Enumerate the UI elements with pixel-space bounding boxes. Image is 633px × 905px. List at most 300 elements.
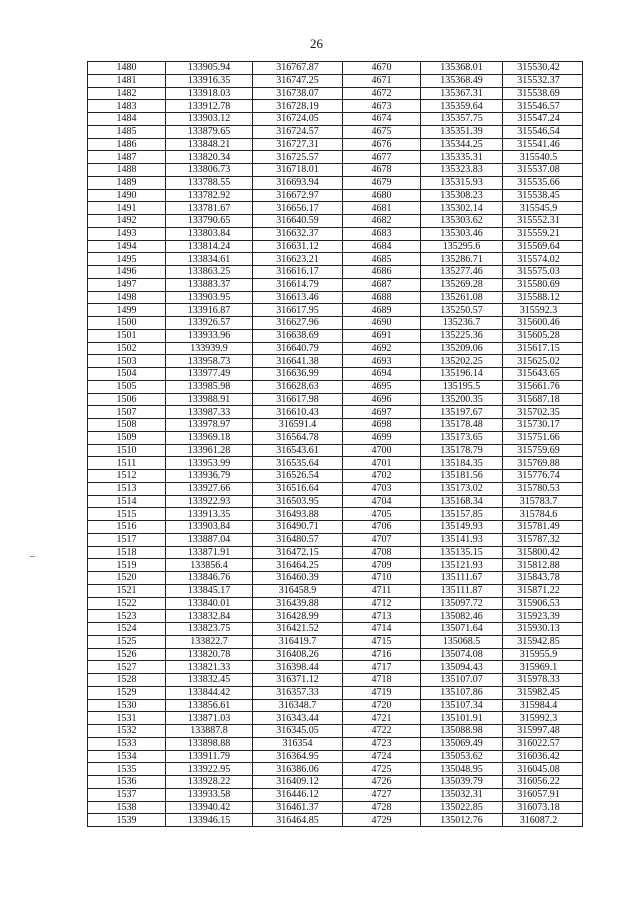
- table-row: [88, 240, 583, 253]
- point-number-a-cell: 1534: [88, 750, 166, 763]
- x-coordinate-a-cell: 133939.9: [166, 342, 253, 355]
- y-coordinate-a-cell: 316638.69: [253, 329, 343, 342]
- y-coordinate-b-cell: 315625.02: [503, 355, 583, 368]
- table-row: [88, 597, 583, 610]
- point-number-b-cell: 4672: [343, 87, 421, 100]
- x-coordinate-b-cell: 135094.43: [421, 661, 503, 674]
- table-row: [88, 559, 583, 572]
- y-coordinate-b-cell: 315617.15: [503, 342, 583, 355]
- x-coordinate-b-cell: 135101.91: [421, 712, 503, 725]
- point-number-a-cell: 1530: [88, 699, 166, 712]
- y-coordinate-a-cell: 316428.99: [253, 610, 343, 623]
- point-number-a-cell: 1509: [88, 431, 166, 444]
- table-row: [88, 470, 583, 483]
- x-coordinate-b-cell: 135111.87: [421, 584, 503, 597]
- y-coordinate-a-cell: 316616.17: [253, 266, 343, 279]
- point-number-b-cell: 4689: [343, 304, 421, 317]
- table-row: [88, 266, 583, 279]
- x-coordinate-b-cell: 135068.5: [421, 635, 503, 648]
- y-coordinate-a-cell: 316439.88: [253, 597, 343, 610]
- point-number-b-cell: 4675: [343, 125, 421, 138]
- point-number-a-cell: 1506: [88, 393, 166, 406]
- point-number-a-cell: 1525: [88, 635, 166, 648]
- point-number-a-cell: 1487: [88, 151, 166, 164]
- y-coordinate-a-cell: 316464.85: [253, 814, 343, 827]
- x-coordinate-b-cell: 135344.25: [421, 138, 503, 151]
- x-coordinate-a-cell: 133912.78: [166, 100, 253, 113]
- x-coordinate-b-cell: 135236.7: [421, 317, 503, 330]
- x-coordinate-a-cell: 133879.65: [166, 125, 253, 138]
- x-coordinate-a-cell: 133985.98: [166, 380, 253, 393]
- x-coordinate-b-cell: 135196.14: [421, 368, 503, 381]
- y-coordinate-a-cell: 316632.37: [253, 227, 343, 240]
- y-coordinate-a-cell: 316728.19: [253, 100, 343, 113]
- point-number-a-cell: 1538: [88, 801, 166, 814]
- y-coordinate-a-cell: 316409.12: [253, 776, 343, 789]
- y-coordinate-b-cell: 315600.46: [503, 317, 583, 330]
- y-coordinate-a-cell: 316354: [253, 737, 343, 750]
- point-number-a-cell: 1501: [88, 329, 166, 342]
- point-number-a-cell: 1536: [88, 776, 166, 789]
- x-coordinate-a-cell: 133788.55: [166, 176, 253, 189]
- point-number-a-cell: 1528: [88, 674, 166, 687]
- y-coordinate-b-cell: 316036.42: [503, 750, 583, 763]
- y-coordinate-b-cell: 315592.3: [503, 304, 583, 317]
- table-row: [88, 482, 583, 495]
- x-coordinate-a-cell: 133871.91: [166, 546, 253, 559]
- x-coordinate-b-cell: 135121.93: [421, 559, 503, 572]
- y-coordinate-a-cell: 316371.12: [253, 674, 343, 687]
- table-row: [88, 406, 583, 419]
- table-row: [88, 610, 583, 623]
- point-number-a-cell: 1491: [88, 202, 166, 215]
- point-number-b-cell: 4711: [343, 584, 421, 597]
- point-number-b-cell: 4708: [343, 546, 421, 559]
- x-coordinate-a-cell: 133903.84: [166, 521, 253, 534]
- point-number-a-cell: 1520: [88, 572, 166, 585]
- point-number-a-cell: 1532: [88, 725, 166, 738]
- x-coordinate-a-cell: 133958.73: [166, 355, 253, 368]
- point-number-b-cell: 4719: [343, 686, 421, 699]
- x-coordinate-a-cell: 133927.66: [166, 482, 253, 495]
- y-coordinate-b-cell: 315702.35: [503, 406, 583, 419]
- y-coordinate-b-cell: 316057.91: [503, 788, 583, 801]
- table-row: [88, 533, 583, 546]
- y-coordinate-b-cell: 315784.6: [503, 508, 583, 521]
- y-coordinate-a-cell: 316724.57: [253, 125, 343, 138]
- point-number-b-cell: 4715: [343, 635, 421, 648]
- point-number-a-cell: 1504: [88, 368, 166, 381]
- table-row: [88, 393, 583, 406]
- point-number-b-cell: 4705: [343, 508, 421, 521]
- x-coordinate-b-cell: 135173.65: [421, 431, 503, 444]
- y-coordinate-a-cell: 316419.7: [253, 635, 343, 648]
- x-coordinate-a-cell: 133933.96: [166, 329, 253, 342]
- x-coordinate-b-cell: 135302.14: [421, 202, 503, 215]
- x-coordinate-b-cell: 135286.71: [421, 253, 503, 266]
- x-coordinate-b-cell: 135308.23: [421, 189, 503, 202]
- x-coordinate-b-cell: 135069.49: [421, 737, 503, 750]
- point-number-a-cell: 1516: [88, 521, 166, 534]
- y-coordinate-b-cell: 315559.21: [503, 227, 583, 240]
- x-coordinate-a-cell: 133911.79: [166, 750, 253, 763]
- x-coordinate-b-cell: 135071.64: [421, 623, 503, 636]
- x-coordinate-a-cell: 133987.33: [166, 406, 253, 419]
- point-number-b-cell: 4686: [343, 266, 421, 279]
- x-coordinate-b-cell: 135088.98: [421, 725, 503, 738]
- table-row: [88, 100, 583, 113]
- table-row: [88, 776, 583, 789]
- point-number-a-cell: 1513: [88, 482, 166, 495]
- x-coordinate-a-cell: 133905.94: [166, 62, 253, 75]
- point-number-b-cell: 4687: [343, 278, 421, 291]
- point-number-b-cell: 4701: [343, 457, 421, 470]
- point-number-a-cell: 1524: [88, 623, 166, 636]
- point-number-a-cell: 1484: [88, 113, 166, 126]
- point-number-a-cell: 1508: [88, 419, 166, 432]
- point-number-a-cell: 1488: [88, 164, 166, 177]
- x-coordinate-b-cell: 135323.83: [421, 164, 503, 177]
- table-row: [88, 737, 583, 750]
- x-coordinate-b-cell: 135111.67: [421, 572, 503, 585]
- y-coordinate-a-cell: 316343.44: [253, 712, 343, 725]
- table-row: [88, 380, 583, 393]
- coordinates-table: [87, 61, 583, 827]
- table-row: [88, 584, 583, 597]
- point-number-b-cell: 4718: [343, 674, 421, 687]
- x-coordinate-a-cell: 133840.01: [166, 597, 253, 610]
- y-coordinate-a-cell: 316386.06: [253, 763, 343, 776]
- point-number-a-cell: 1512: [88, 470, 166, 483]
- x-coordinate-a-cell: 133916.87: [166, 304, 253, 317]
- x-coordinate-b-cell: 135107.34: [421, 699, 503, 712]
- y-coordinate-b-cell: 315535.66: [503, 176, 583, 189]
- y-coordinate-a-cell: 316724.05: [253, 113, 343, 126]
- point-number-b-cell: 4681: [343, 202, 421, 215]
- table-row: [88, 712, 583, 725]
- point-number-a-cell: 1533: [88, 737, 166, 750]
- y-coordinate-a-cell: 316641.38: [253, 355, 343, 368]
- table-row: [88, 62, 583, 75]
- point-number-b-cell: 4702: [343, 470, 421, 483]
- y-coordinate-a-cell: 316718.01: [253, 164, 343, 177]
- table-row: [88, 176, 583, 189]
- x-coordinate-b-cell: 135074.08: [421, 648, 503, 661]
- x-coordinate-a-cell: 133926.57: [166, 317, 253, 330]
- x-coordinate-a-cell: 133887.8: [166, 725, 253, 738]
- y-coordinate-a-cell: 316617.98: [253, 393, 343, 406]
- x-coordinate-b-cell: 135315.93: [421, 176, 503, 189]
- y-coordinate-b-cell: 315843.78: [503, 572, 583, 585]
- x-coordinate-b-cell: 135097.72: [421, 597, 503, 610]
- y-coordinate-a-cell: 316640.79: [253, 342, 343, 355]
- point-number-b-cell: 4706: [343, 521, 421, 534]
- x-coordinate-a-cell: 133856.61: [166, 699, 253, 712]
- point-number-a-cell: 1486: [88, 138, 166, 151]
- point-number-b-cell: 4688: [343, 291, 421, 304]
- x-coordinate-a-cell: 133887.04: [166, 533, 253, 546]
- y-coordinate-b-cell: 315547.24: [503, 113, 583, 126]
- y-coordinate-a-cell: 316464.25: [253, 559, 343, 572]
- point-number-a-cell: 1510: [88, 444, 166, 457]
- point-number-a-cell: 1511: [88, 457, 166, 470]
- x-coordinate-b-cell: 135141.93: [421, 533, 503, 546]
- x-coordinate-b-cell: 135197.67: [421, 406, 503, 419]
- point-number-b-cell: 4703: [343, 482, 421, 495]
- y-coordinate-b-cell: 315545.9: [503, 202, 583, 215]
- y-coordinate-b-cell: 315997.48: [503, 725, 583, 738]
- y-coordinate-b-cell: 315751.66: [503, 431, 583, 444]
- point-number-b-cell: 4717: [343, 661, 421, 674]
- x-coordinate-b-cell: 135149.93: [421, 521, 503, 534]
- x-coordinate-b-cell: 135178.79: [421, 444, 503, 457]
- x-coordinate-a-cell: 133922.93: [166, 495, 253, 508]
- y-coordinate-b-cell: 316073.18: [503, 801, 583, 814]
- table-row: [88, 253, 583, 266]
- x-coordinate-b-cell: 135269.28: [421, 278, 503, 291]
- x-coordinate-b-cell: 135022.85: [421, 801, 503, 814]
- y-coordinate-a-cell: 316636.99: [253, 368, 343, 381]
- table-row: [88, 74, 583, 87]
- point-number-b-cell: 4674: [343, 113, 421, 126]
- point-number-a-cell: 1531: [88, 712, 166, 725]
- y-coordinate-b-cell: 315800.42: [503, 546, 583, 559]
- y-coordinate-b-cell: 315942.85: [503, 635, 583, 648]
- x-coordinate-a-cell: 133848.21: [166, 138, 253, 151]
- y-coordinate-a-cell: 316348.7: [253, 699, 343, 712]
- point-number-a-cell: 1490: [88, 189, 166, 202]
- table-row: [88, 304, 583, 317]
- point-number-b-cell: 4726: [343, 776, 421, 789]
- y-coordinate-b-cell: 315575.03: [503, 266, 583, 279]
- y-coordinate-b-cell: 315781.49: [503, 521, 583, 534]
- y-coordinate-b-cell: 315969.1: [503, 661, 583, 674]
- table-row: [88, 164, 583, 177]
- point-number-a-cell: 1517: [88, 533, 166, 546]
- y-coordinate-a-cell: 316631.12: [253, 240, 343, 253]
- y-coordinate-a-cell: 316516.64: [253, 482, 343, 495]
- table-row: [88, 801, 583, 814]
- table-row: [88, 151, 583, 164]
- x-coordinate-a-cell: 133969.18: [166, 431, 253, 444]
- x-coordinate-a-cell: 133936.79: [166, 470, 253, 483]
- y-coordinate-a-cell: 316628.63: [253, 380, 343, 393]
- point-number-b-cell: 4729: [343, 814, 421, 827]
- table-row: [88, 202, 583, 215]
- point-number-a-cell: 1496: [88, 266, 166, 279]
- point-number-a-cell: 1499: [88, 304, 166, 317]
- point-number-b-cell: 4728: [343, 801, 421, 814]
- x-coordinate-b-cell: 135295.6: [421, 240, 503, 253]
- table-row: [88, 674, 583, 687]
- table-row: [88, 725, 583, 738]
- y-coordinate-a-cell: 316490.71: [253, 521, 343, 534]
- x-coordinate-b-cell: 135195.5: [421, 380, 503, 393]
- x-coordinate-a-cell: 133821.33: [166, 661, 253, 674]
- y-coordinate-a-cell: 316617.95: [253, 304, 343, 317]
- point-number-b-cell: 4676: [343, 138, 421, 151]
- x-coordinate-a-cell: 133883.37: [166, 278, 253, 291]
- y-coordinate-a-cell: 316610.43: [253, 406, 343, 419]
- point-number-b-cell: 4727: [343, 788, 421, 801]
- point-number-a-cell: 1497: [88, 278, 166, 291]
- x-coordinate-a-cell: 133922.95: [166, 763, 253, 776]
- table-row: [88, 444, 583, 457]
- y-coordinate-a-cell: 316446.12: [253, 788, 343, 801]
- y-coordinate-b-cell: 315538.69: [503, 87, 583, 100]
- y-coordinate-b-cell: 315546.54: [503, 125, 583, 138]
- x-coordinate-b-cell: 135173.02: [421, 482, 503, 495]
- y-coordinate-a-cell: 316564.78: [253, 431, 343, 444]
- x-coordinate-b-cell: 135200.35: [421, 393, 503, 406]
- x-coordinate-b-cell: 135107.86: [421, 686, 503, 699]
- y-coordinate-b-cell: 315540.5: [503, 151, 583, 164]
- point-number-a-cell: 1485: [88, 125, 166, 138]
- x-coordinate-a-cell: 133820.78: [166, 648, 253, 661]
- margin-mark: [30, 556, 35, 557]
- page-number: 26: [310, 36, 323, 51]
- x-coordinate-a-cell: 133961.28: [166, 444, 253, 457]
- x-coordinate-b-cell: 135107.07: [421, 674, 503, 687]
- y-coordinate-a-cell: 316656.17: [253, 202, 343, 215]
- x-coordinate-b-cell: 135209.06: [421, 342, 503, 355]
- x-coordinate-b-cell: 135368.01: [421, 62, 503, 75]
- y-coordinate-a-cell: 316364.95: [253, 750, 343, 763]
- table-row: [88, 814, 583, 827]
- table-row: [88, 342, 583, 355]
- x-coordinate-b-cell: 135184.35: [421, 457, 503, 470]
- y-coordinate-b-cell: 315930.13: [503, 623, 583, 636]
- table-row: [88, 635, 583, 648]
- point-number-a-cell: 1507: [88, 406, 166, 419]
- point-number-b-cell: 4690: [343, 317, 421, 330]
- x-coordinate-a-cell: 133933.58: [166, 788, 253, 801]
- table-row: [88, 329, 583, 342]
- y-coordinate-b-cell: 316045.08: [503, 763, 583, 776]
- x-coordinate-b-cell: 135039.79: [421, 776, 503, 789]
- y-coordinate-a-cell: 316458.9: [253, 584, 343, 597]
- y-coordinate-b-cell: 315992.3: [503, 712, 583, 725]
- y-coordinate-b-cell: 315552.31: [503, 215, 583, 228]
- point-number-a-cell: 1481: [88, 74, 166, 87]
- point-number-a-cell: 1526: [88, 648, 166, 661]
- point-number-a-cell: 1498: [88, 291, 166, 304]
- y-coordinate-b-cell: 315780.53: [503, 482, 583, 495]
- x-coordinate-b-cell: 135082.46: [421, 610, 503, 623]
- x-coordinate-a-cell: 133814.24: [166, 240, 253, 253]
- x-coordinate-b-cell: 135012.76: [421, 814, 503, 827]
- x-coordinate-a-cell: 133903.12: [166, 113, 253, 126]
- table-row: [88, 623, 583, 636]
- x-coordinate-a-cell: 133903.95: [166, 291, 253, 304]
- point-number-a-cell: 1539: [88, 814, 166, 827]
- point-number-a-cell: 1492: [88, 215, 166, 228]
- x-coordinate-a-cell: 133913.35: [166, 508, 253, 521]
- table-row: [88, 113, 583, 126]
- x-coordinate-b-cell: 135303.62: [421, 215, 503, 228]
- point-number-b-cell: 4720: [343, 699, 421, 712]
- table-row: [88, 138, 583, 151]
- point-number-a-cell: 1522: [88, 597, 166, 610]
- table-row: [88, 215, 583, 228]
- y-coordinate-a-cell: 316493.88: [253, 508, 343, 521]
- x-coordinate-b-cell: 135261.08: [421, 291, 503, 304]
- x-coordinate-a-cell: 133806.73: [166, 164, 253, 177]
- point-number-b-cell: 4673: [343, 100, 421, 113]
- point-number-b-cell: 4716: [343, 648, 421, 661]
- y-coordinate-a-cell: 316357.33: [253, 686, 343, 699]
- table-row: [88, 788, 583, 801]
- x-coordinate-b-cell: 135277.46: [421, 266, 503, 279]
- x-coordinate-b-cell: 135303.46: [421, 227, 503, 240]
- x-coordinate-b-cell: 135168.34: [421, 495, 503, 508]
- point-number-a-cell: 1505: [88, 380, 166, 393]
- y-coordinate-b-cell: 315759.69: [503, 444, 583, 457]
- y-coordinate-b-cell: 315574.02: [503, 253, 583, 266]
- x-coordinate-a-cell: 133953.99: [166, 457, 253, 470]
- table-row: [88, 661, 583, 674]
- y-coordinate-b-cell: 315955.9: [503, 648, 583, 661]
- x-coordinate-a-cell: 133823.75: [166, 623, 253, 636]
- y-coordinate-b-cell: 315978.33: [503, 674, 583, 687]
- y-coordinate-b-cell: 315923.39: [503, 610, 583, 623]
- x-coordinate-b-cell: 135250.57: [421, 304, 503, 317]
- point-number-b-cell: 4709: [343, 559, 421, 572]
- point-number-b-cell: 4691: [343, 329, 421, 342]
- y-coordinate-b-cell: 315588.12: [503, 291, 583, 304]
- x-coordinate-a-cell: 133846.76: [166, 572, 253, 585]
- x-coordinate-b-cell: 135181.56: [421, 470, 503, 483]
- y-coordinate-b-cell: 316022.57: [503, 737, 583, 750]
- y-coordinate-b-cell: 315982.45: [503, 686, 583, 699]
- y-coordinate-b-cell: 315605.28: [503, 329, 583, 342]
- x-coordinate-b-cell: 135135.15: [421, 546, 503, 559]
- y-coordinate-b-cell: 315783.7: [503, 495, 583, 508]
- point-number-b-cell: 4725: [343, 763, 421, 776]
- coordinates-table-body: [88, 62, 583, 827]
- point-number-a-cell: 1500: [88, 317, 166, 330]
- table-row: [88, 750, 583, 763]
- x-coordinate-b-cell: 135357.75: [421, 113, 503, 126]
- x-coordinate-b-cell: 135048.95: [421, 763, 503, 776]
- y-coordinate-b-cell: 315787.32: [503, 533, 583, 546]
- y-coordinate-a-cell: 316627.96: [253, 317, 343, 330]
- point-number-b-cell: 4694: [343, 368, 421, 381]
- y-coordinate-b-cell: 315769.88: [503, 457, 583, 470]
- table-row: [88, 317, 583, 330]
- table-row: [88, 227, 583, 240]
- y-coordinate-a-cell: 316672.97: [253, 189, 343, 202]
- y-coordinate-a-cell: 316472.15: [253, 546, 343, 559]
- x-coordinate-a-cell: 133820.34: [166, 151, 253, 164]
- table-row: [88, 189, 583, 202]
- x-coordinate-a-cell: 133918.03: [166, 87, 253, 100]
- point-number-b-cell: 4692: [343, 342, 421, 355]
- point-number-b-cell: 4714: [343, 623, 421, 636]
- y-coordinate-a-cell: 316398.44: [253, 661, 343, 674]
- table-row: [88, 572, 583, 585]
- x-coordinate-a-cell: 133978.97: [166, 419, 253, 432]
- table-row: [88, 125, 583, 138]
- x-coordinate-a-cell: 133832.45: [166, 674, 253, 687]
- x-coordinate-b-cell: 135032.31: [421, 788, 503, 801]
- point-number-a-cell: 1503: [88, 355, 166, 368]
- x-coordinate-a-cell: 133845.17: [166, 584, 253, 597]
- y-coordinate-a-cell: 316503.95: [253, 495, 343, 508]
- y-coordinate-b-cell: 315532.37: [503, 74, 583, 87]
- x-coordinate-a-cell: 133871.03: [166, 712, 253, 725]
- y-coordinate-b-cell: 316056.22: [503, 776, 583, 789]
